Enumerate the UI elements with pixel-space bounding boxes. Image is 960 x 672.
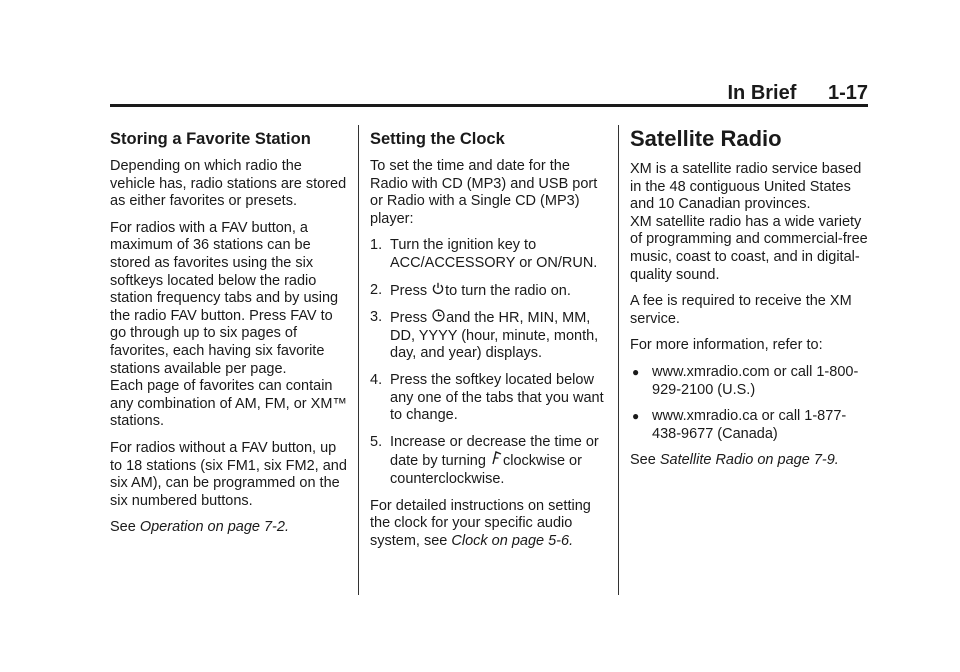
page-reference-link: Satellite Radio on page 7-9. <box>659 452 839 469</box>
paragraph: For radios without a FAV button, up to 18 stations (six FM1, six FM2, and six AM), can be programmed on the six numbered buttons. <box>110 439 347 509</box>
list-item: 2. Press to turn the radio on. <box>370 281 571 299</box>
page-reference-link: Clock on page 5-6. <box>451 532 574 549</box>
page-header <box>0 82 868 105</box>
header-rule <box>110 104 868 107</box>
see-reference: See Operation on page 7-2. <box>110 519 289 536</box>
column-divider-1 <box>358 125 359 595</box>
list-item: 4. Press the softkey located below any one of the tabs that you want to change. <box>370 371 604 424</box>
section-title: In Brief <box>727 82 797 104</box>
list-item: ● www.xmradio.com or call 1-800-929-2100 (U.S.) <box>632 363 859 398</box>
list-item: ● www.xmradio.ca or call 1-877-438-9677 (Canada) <box>632 408 847 442</box>
paragraph: Depending on which radio the vehicle has, radio stations are stored as either favorites or presets. <box>110 158 347 210</box>
column-satellite <box>630 126 870 479</box>
bullet-icon: ● <box>632 364 640 379</box>
tune-knob-icon <box>491 451 502 470</box>
bullet-icon: ● <box>632 409 640 424</box>
paragraph: For detailed instructions on setting the clock for your specific audio system, see Clock on page 5-6. <box>370 497 591 549</box>
column-clock <box>370 129 610 559</box>
see-reference: See Satellite Radio on page 7-9. <box>630 452 839 469</box>
list-item: 5. Increase or decrease the time or date by turning clockwise or counterclockwise. <box>370 433 599 487</box>
page-reference-link: Operation on page 7-2. <box>139 519 289 536</box>
column-divider-2 <box>618 125 619 595</box>
paragraph: To set the time and date for the Radio with CD (MP3) and USB port or Radio with a Single CD (MP3) player: <box>370 158 598 227</box>
paragraph: For more information, refer to: <box>630 337 823 354</box>
heading-setting-clock: Setting the Clock <box>370 130 505 148</box>
heading-favorite-station: Storing a Favorite Station <box>110 130 311 148</box>
bullet-list <box>630 364 870 443</box>
heading-satellite-radio: Satellite Radio <box>630 126 782 151</box>
paragraph: For radios with a FAV button, a maximum of 36 stations can be stored as favorites using the six softkeys located below the radio station frequency tabs and by using the radio FAV button. Press FAV to go through up to six pages of favorites, each having six favorite stations available per page. <box>110 219 339 377</box>
power-icon <box>432 282 444 300</box>
clock-icon <box>432 309 445 327</box>
paragraph: XM satellite radio has a wide variety of programming and commercial-free music, coast to coast, and in digital-quality sound. <box>630 213 868 283</box>
list-item: 3. Press and the HR, MIN, MM, DD, YYYY (hour, minute, month, day, and year) displays. <box>370 309 599 362</box>
paragraph: Each page of favorites can contain any combination of AM, FM, or XM™ stations. <box>110 378 347 430</box>
list-item: 1. Turn the ignition key to ACC/ACCESSORY or ON/RUN. <box>370 237 598 271</box>
column-favorites <box>110 129 350 546</box>
paragraph: A fee is required to receive the XM service. <box>630 293 852 327</box>
steps-list <box>370 237 610 488</box>
page-number: 1-17 <box>827 82 868 104</box>
paragraph: XM is a satellite radio service based in the 48 contiguous United States and 10 Canadian provinces. <box>630 161 862 213</box>
